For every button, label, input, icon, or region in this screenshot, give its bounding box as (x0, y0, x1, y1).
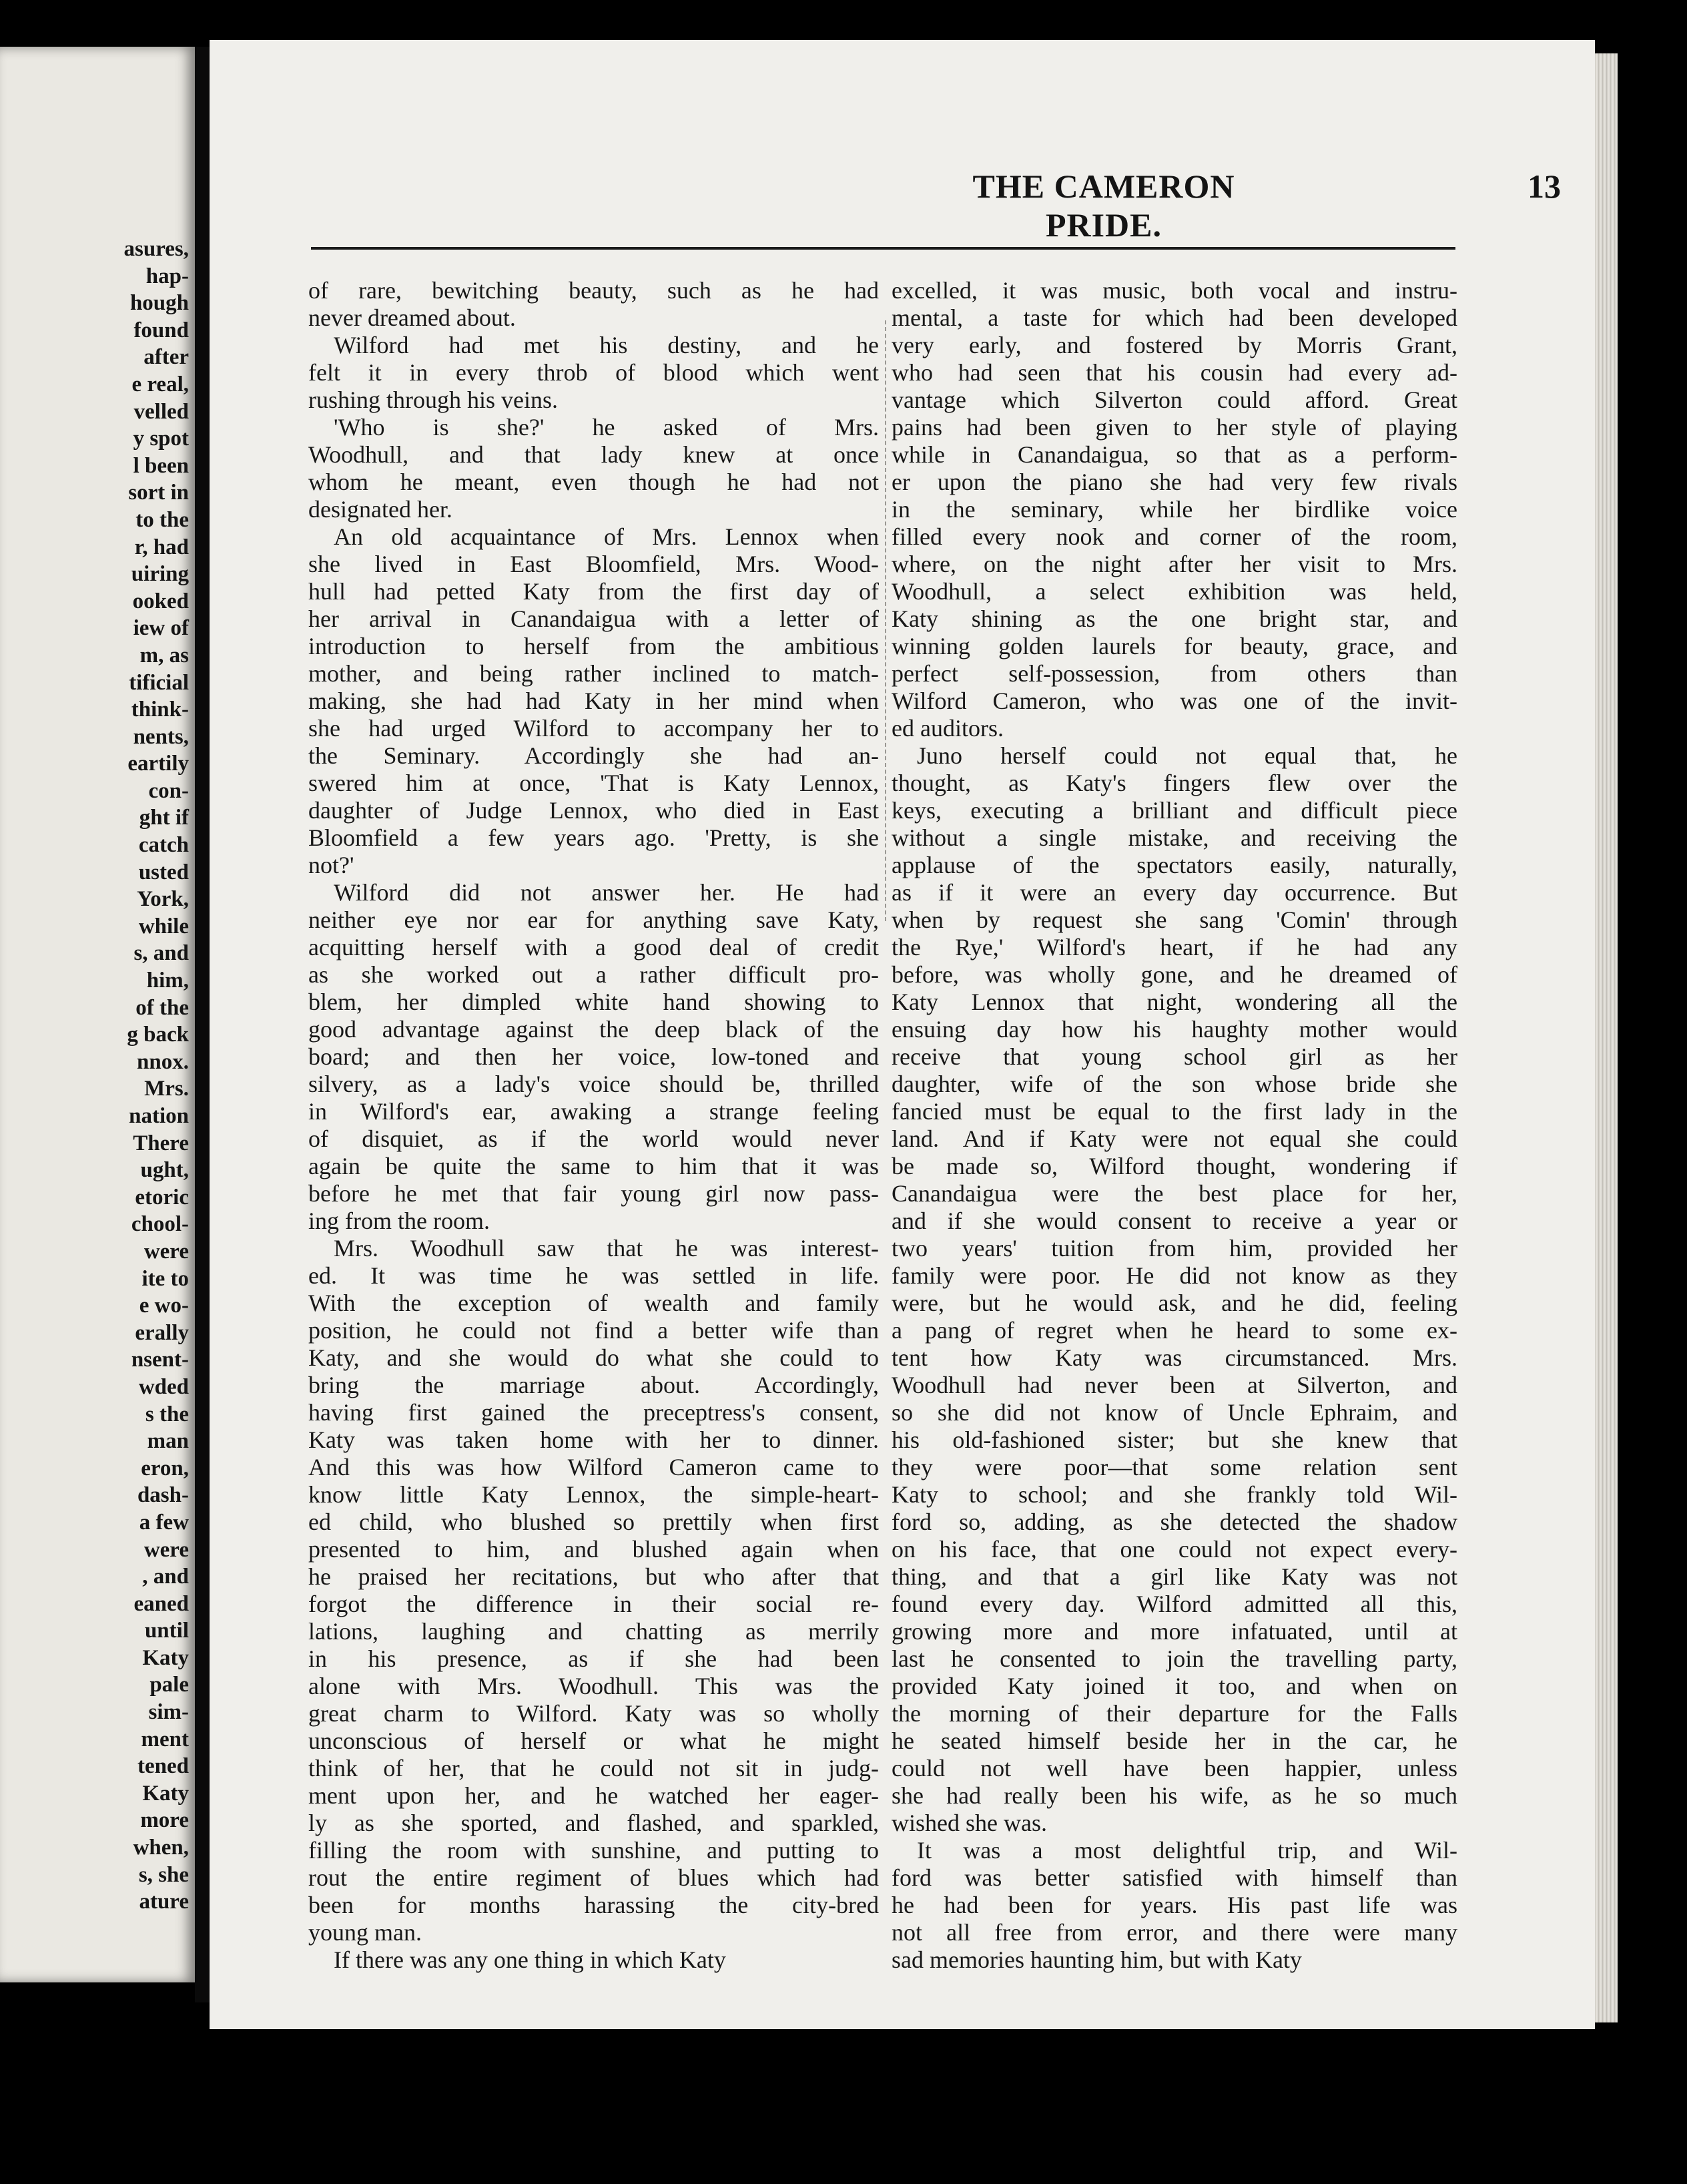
text-line: daughter of Judge Lennox, who died in East (308, 797, 879, 824)
text-line: acquitting herself with a good deal of credit (308, 934, 879, 961)
fragment-line: asures, (123, 237, 189, 261)
text-line: Wilford Cameron, who was one of the invit- (892, 688, 1457, 714)
text-line: bring the marriage about. Accordingly, (308, 1372, 879, 1398)
text-line: Katy Lennox that night, wondering all the (892, 989, 1457, 1015)
text-line: excelled, it was music, both vocal and instru- (892, 277, 1457, 304)
text-line: making, she had had Katy in her mind when (308, 688, 879, 714)
paragraph (308, 414, 879, 523)
fragment-line: m, as (139, 643, 189, 667)
fragment-line: ment (141, 1727, 189, 1751)
text-line: ed auditors. (892, 715, 1004, 742)
text-line: on his face, that one could not expect every- (892, 1536, 1457, 1563)
text-line: two years' tuition from him, provided her (892, 1235, 1457, 1262)
fragment-line: hap- (145, 264, 189, 288)
text-line: young man. (308, 1919, 422, 1946)
fragment-line: sort in (128, 481, 189, 505)
text-line: neither eye nor ear for anything save Katy, (308, 906, 879, 933)
text-line: ed. It was time he was settled in life. (308, 1262, 879, 1289)
text-line: forgot the difference in their social re- (308, 1591, 879, 1617)
text-line: Woodhull, a select exhibition was held, (892, 578, 1457, 605)
fragment-line: dash- (137, 1483, 189, 1508)
text-line: rout the entire regiment of blues which had (308, 1864, 879, 1891)
text-line: er upon the piano she had very few rivals (892, 469, 1457, 495)
text-line: ing from the room. (308, 1207, 490, 1234)
column-divider (885, 320, 886, 921)
fragment-line: e wo- (139, 1294, 189, 1318)
text-line: silvery, as a lady's voice should be, thrilled (308, 1071, 879, 1097)
book-gutter (195, 47, 210, 2002)
page-number: 13 (1528, 168, 1561, 205)
text-line: vantage which Silverton could afford. Great (892, 386, 1457, 413)
text-line: sad memories haunting him, but with Katy (892, 1946, 1302, 1973)
text-line: in his presence, as if she had been (308, 1645, 879, 1672)
text-line: An old acquaintance of Mrs. Lennox when (334, 523, 879, 550)
paragraph (892, 1837, 1457, 1974)
text-line: and if she would consent to receive a year or (892, 1207, 1457, 1234)
text-line: the Rye,' Wilford's heart, if he had any (892, 934, 1457, 961)
fragment-line: pale (149, 1673, 189, 1697)
text-line: of rare, bewitching beauty, such as he had (308, 277, 879, 304)
fragment-line: r, had (134, 535, 189, 559)
paragraph (308, 1946, 879, 1974)
text-line: provided Katy joined it too, and when on (892, 1673, 1457, 1699)
text-line: mental, a taste for which had been developed (892, 304, 1457, 331)
text-line: winning golden laurels for beauty, grace, and (892, 633, 1457, 659)
fragment-line: y spot (133, 427, 189, 451)
text-line: she had really been his wife, as he so much (892, 1782, 1457, 1809)
text-line: Katy was taken home with her to dinner. (308, 1426, 879, 1453)
text-line: of disquiet, as if the world would never (308, 1125, 879, 1152)
text-line: very early, and fostered by Morris Grant, (892, 332, 1457, 358)
text-line: think of her, that he could not sit in judg- (308, 1755, 879, 1782)
previous-page-edge (0, 47, 195, 1982)
text-line: keys, executing a brilliant and difficult piece (892, 797, 1457, 824)
text-line: as if it were an every day occurrence. But (892, 879, 1457, 906)
text-line: ly as she sported, and flashed, and sparkled, (308, 1810, 879, 1836)
text-line: she had urged Wilford to accompany her to (308, 715, 879, 742)
text-line: daughter, wife of the son whose bride she (892, 1071, 1457, 1097)
fragment-line: eaned (133, 1591, 189, 1616)
text-line: With the exception of wealth and family (308, 1290, 879, 1316)
text-line: And this was how Wilford Cameron came to (308, 1454, 879, 1480)
fragment-line: ite to (141, 1266, 189, 1291)
text-line: growing more and more infatuated, until at (892, 1618, 1457, 1645)
text-line: ensuing day how his haughty mother would (892, 1016, 1457, 1043)
text-line: be made so, Wilford thought, wondering if (892, 1153, 1457, 1179)
previous-page-text-fragments (0, 236, 189, 1916)
page-block-edge (1595, 53, 1618, 2022)
right-text-column (892, 277, 1457, 1974)
text-line: the Seminary. Accordingly she had an- (308, 742, 879, 769)
fragment-line: of the (135, 995, 189, 1020)
text-line: hull had petted Katy from the first day of (308, 578, 879, 605)
fragment-line: sim- (148, 1700, 189, 1725)
fragment-line: There (133, 1131, 189, 1155)
fragment-line: e real, (131, 372, 189, 396)
text-line: when by request she sang 'Comin' through (892, 906, 1457, 933)
text-line: ford was better satisfied with himself than (892, 1864, 1457, 1891)
fragment-line: ght if (139, 806, 189, 830)
text-line: fancied must be equal to the first lady in the (892, 1098, 1457, 1125)
text-line: land. And if Katy were not equal she could (892, 1125, 1457, 1152)
text-line: applause of the spectators easily, naturally, (892, 852, 1457, 878)
text-line: her arrival in Canandaigua with a letter of (308, 605, 879, 632)
fragment-line: York, (137, 887, 189, 912)
fragment-line: think- (131, 698, 189, 722)
fragment-line: were (143, 1537, 189, 1562)
text-line: felt it in every throb of blood which went (308, 359, 879, 386)
fragment-line: more (140, 1808, 189, 1833)
text-line: ed child, who blushed so prettily when first (308, 1509, 879, 1535)
fragment-line: catch (138, 833, 189, 858)
header-rule (311, 247, 1455, 250)
fragment-line: , and (142, 1565, 189, 1589)
fragment-line: s, she (138, 1862, 189, 1887)
fragment-line: uiring (131, 562, 189, 587)
fragment-line: after (143, 345, 189, 370)
text-line: presented to him, and blushed again when (308, 1536, 879, 1563)
running-title: THE CAMERON PRIDE. (972, 168, 1235, 244)
text-line: Woodhull, and that lady knew at once (308, 441, 879, 468)
paragraph (308, 277, 879, 332)
text-line: again be quite the same to him that it was (308, 1153, 879, 1179)
fragment-line: while (138, 914, 189, 938)
paragraph (308, 879, 879, 1235)
text-line: It was a most delightful trip, and Wil- (917, 1837, 1457, 1864)
fragment-line: Katy (142, 1781, 189, 1806)
text-line: board; and then her voice, low-toned and (308, 1043, 879, 1070)
fragment-line: erally (135, 1320, 189, 1345)
fragment-line: man (147, 1429, 189, 1454)
fragment-line: found (133, 318, 189, 342)
text-line: know little Katy Lennox, the simple-heart- (308, 1481, 879, 1508)
fragment-line: ooked (132, 589, 189, 613)
text-line: Canandaigua were the best place for her, (892, 1180, 1457, 1207)
fragment-line: Katy (142, 1645, 189, 1670)
text-line: tent how Katy was circumstanced. Mrs. (892, 1344, 1457, 1371)
text-line: Katy to school; and she frankly told Wil- (892, 1481, 1457, 1508)
fragment-line: him, (146, 969, 189, 993)
text-line: before he met that fair young girl now pass- (308, 1180, 879, 1207)
fragment-line: eartily (127, 752, 189, 776)
fragment-line: ature (139, 1890, 189, 1914)
fragment-line: when, (133, 1836, 189, 1860)
fragment-line: to the (135, 507, 189, 532)
fragment-line: a few (139, 1510, 189, 1535)
fragment-line: con- (148, 778, 189, 803)
text-line: his old-fashioned sister; but she knew that (892, 1426, 1457, 1453)
fragment-line: until (144, 1619, 189, 1643)
fragment-line: usted (138, 860, 189, 884)
text-line: a pang of regret when he heard to some ex- (892, 1317, 1457, 1344)
fragment-line: s, and (133, 941, 189, 966)
text-line: lations, laughing and chatting as merrily (308, 1618, 879, 1645)
text-line: thing, and that a girl like Katy was not (892, 1563, 1457, 1590)
text-line: whom he meant, even though he had not (308, 469, 879, 495)
fragment-line: nents, (133, 724, 189, 749)
text-line: Katy shining as the one bright star, and (892, 605, 1457, 632)
text-line: as she worked out a rather difficult pro- (308, 961, 879, 988)
paragraph (308, 1235, 879, 1946)
fragment-line: were (143, 1239, 189, 1264)
text-line: swered him at once, 'That is Katy Lennox, (308, 770, 879, 796)
text-line: never dreamed about. (308, 304, 516, 331)
text-line: Woodhull had never been at Silverton, and (892, 1372, 1457, 1398)
text-line: thought, as Katy's fingers flew over the (892, 770, 1457, 796)
text-line: the morning of their departure for the Falls (892, 1700, 1457, 1727)
fragment-line: nation (129, 1104, 189, 1128)
text-line: ford so, adding, as she detected the shadow (892, 1509, 1457, 1535)
text-line: in the seminary, while her birdlike voice (892, 496, 1457, 523)
fragment-line: g back (127, 1023, 189, 1047)
book-page (210, 40, 1595, 2029)
text-line: Wilford had met his destiny, and he (334, 332, 879, 358)
fragment-line: tened (137, 1754, 189, 1779)
text-line: he praised her recitations, but who after that (308, 1563, 879, 1590)
fragment-line: chool- (131, 1212, 189, 1237)
paragraph (892, 742, 1457, 1837)
text-line: who had seen that his cousin had every ad- (892, 359, 1457, 386)
text-line: unconscious of herself or what he might (308, 1727, 879, 1754)
fragment-line: s the (145, 1402, 189, 1426)
text-line: Bloomfield a few years ago. 'Pretty, is she (308, 824, 879, 851)
text-line: last he consented to join the travelling party, (892, 1645, 1457, 1672)
text-line: been for months harassing the city-bred (308, 1892, 879, 1918)
left-text-column (308, 277, 879, 1974)
text-line: receive that young school girl as her (892, 1043, 1457, 1070)
text-line: not?' (308, 852, 354, 878)
fragment-line: eron, (141, 1456, 189, 1480)
text-line: she lived in East Bloomfield, Mrs. Wood- (308, 551, 879, 577)
text-line: without a single mistake, and receiving the (892, 824, 1457, 851)
text-line: before, was wholly gone, and he dreamed of (892, 961, 1457, 988)
paragraph (308, 523, 879, 879)
text-line: great charm to Wilford. Katy was so wholly (308, 1700, 879, 1727)
text-line: he seated himself beside her in the car, he (892, 1727, 1457, 1754)
fragment-line: tificial (129, 670, 189, 695)
text-line: alone with Mrs. Woodhull. This was the (308, 1673, 879, 1699)
text-line: found every day. Wilford admitted all this, (892, 1591, 1457, 1617)
text-line: 'Who is she?' he asked of Mrs. (334, 414, 879, 441)
text-line: Mrs. Woodhull saw that he was interest- (334, 1235, 879, 1262)
text-line: where, on the night after her visit to Mrs. (892, 551, 1457, 577)
text-line: blem, her dimpled white hand showing to (308, 989, 879, 1015)
text-line: position, he could not find a better wife than (308, 1317, 879, 1344)
text-line: introduction to herself from the ambitious (308, 633, 879, 659)
fragment-line: wded (138, 1374, 189, 1399)
text-line: filled every nook and corner of the room, (892, 523, 1457, 550)
text-line: while in Canandaigua, so that as a perform- (892, 441, 1457, 468)
text-line: pains had been given to her style of playing (892, 414, 1457, 441)
text-line: perfect self-possession, from others than (892, 660, 1457, 687)
text-line: Wilford did not answer her. He had (334, 879, 879, 906)
text-line: filling the room with sunshine, and putting to (308, 1837, 879, 1864)
paragraph (308, 332, 879, 414)
text-line: not all free from error, and there were many (892, 1919, 1457, 1946)
text-line: If there was any one thing in which Katy (334, 1946, 726, 1973)
text-line: family were poor. He did not know as they (892, 1262, 1457, 1289)
text-line: Katy, and she would do what she could to (308, 1344, 879, 1371)
text-line: good advantage against the deep black of the (308, 1016, 879, 1043)
text-line: in Wilford's ear, awaking a strange feeling (308, 1098, 879, 1125)
text-line: having first gained the preceptress's consent, (308, 1399, 879, 1426)
fragment-line: nnox. (137, 1049, 189, 1074)
fragment-line: ught, (140, 1158, 189, 1183)
fragment-line: hough (129, 291, 189, 316)
text-line: designated her. (308, 496, 452, 523)
text-line: Juno herself could not equal that, he (917, 742, 1457, 769)
fragment-line: nsent- (131, 1348, 189, 1372)
text-line: could not well have been happier, unless (892, 1755, 1457, 1782)
text-line: rushing through his veins. (308, 386, 558, 413)
fragment-line: velled (133, 399, 189, 424)
text-line: he had been for years. His past life was (892, 1892, 1457, 1918)
paragraph (892, 277, 1457, 742)
text-line: they were poor—that some relation sent (892, 1454, 1457, 1480)
fragment-line: etoric (135, 1185, 189, 1209)
fragment-line: iew of (133, 616, 189, 641)
fragment-line: Mrs. (144, 1077, 189, 1101)
fragment-line: l been (133, 453, 189, 478)
text-line: mother, and being rather inclined to match- (308, 660, 879, 687)
text-line: were, but he would ask, and he did, feeling (892, 1290, 1457, 1316)
text-line: wished she was. (892, 1810, 1047, 1836)
running-head (323, 167, 1598, 254)
text-line: ment upon her, and he watched her eager- (308, 1782, 879, 1809)
text-line: so she did not know of Uncle Ephraim, and (892, 1399, 1457, 1426)
